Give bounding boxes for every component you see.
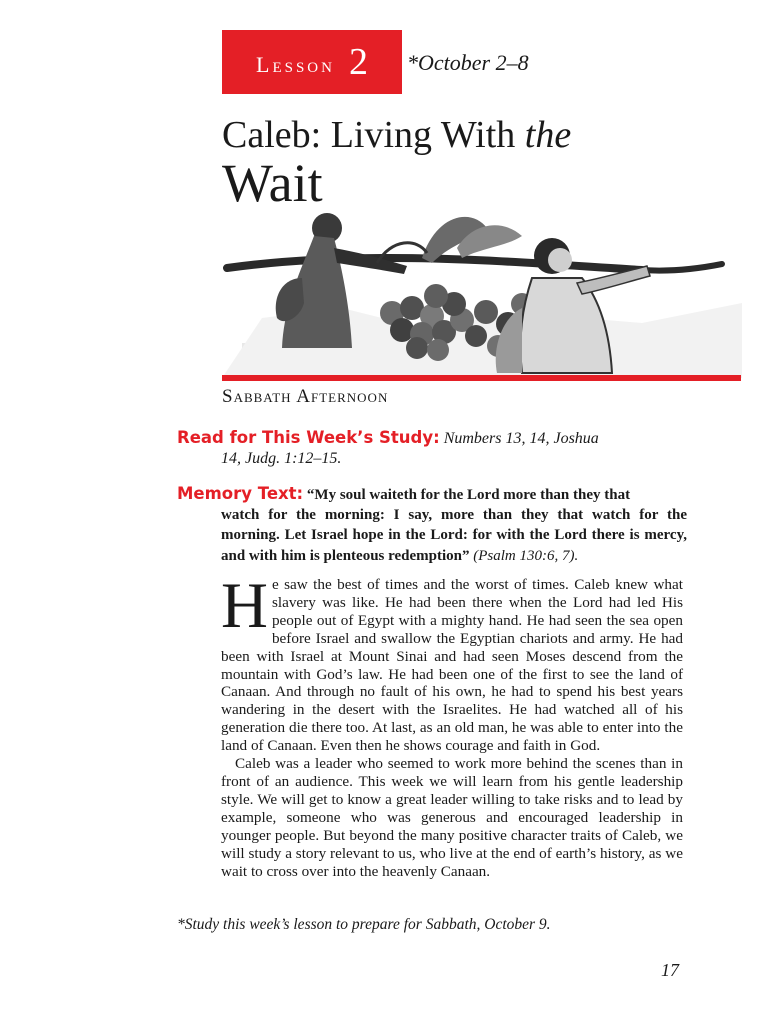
read-label: Read for This Week’s Study: <box>177 428 440 447</box>
spies-carrying-grapes-illustration <box>222 208 742 378</box>
section-heading: Sabbath Afternoon <box>222 386 389 407</box>
drop-cap: H <box>221 570 268 642</box>
memory-source: (Psalm 130:6, 7). <box>473 547 579 564</box>
lesson-badge <box>222 30 402 94</box>
memory-verse-cont: watch for the morning: I say, more than they that watch for the morning. Let Israel hope in the Lord: for with the Lord there is mercy, and with him is plenteous redemption” (Psalm 130:6, 7). <box>221 507 687 564</box>
title-italic-word: the <box>524 114 572 156</box>
footnote: *Study this week’s lesson to prepare for Sabbath, October 9. <box>177 916 551 933</box>
read-for-study <box>177 428 697 469</box>
body-text <box>221 570 683 880</box>
lesson-word: Lesson <box>256 52 335 77</box>
read-refs-cont: 14, Judg. 1:12–15. <box>221 450 342 467</box>
lesson-title-line1: Caleb: Living With the <box>222 114 572 156</box>
read-refs: Numbers 13, 14, Joshua <box>443 430 599 447</box>
page-number: 17 <box>661 960 679 980</box>
memory-label: Memory Text: <box>177 484 304 503</box>
memory-text <box>177 484 687 566</box>
lesson-number: 2 <box>348 41 368 83</box>
section-divider <box>222 375 741 381</box>
paragraph: He saw the best of times and the worst of times. Caleb knew what slavery was like. He had been there when the Lord had led His people out of Egypt with a mighty hand. He had seen the sea open before Israel and swallow the Egyptian chariots and army. He had been with Israel at Mount Sinai and had seen Moses descend from the mountain with God’s law. He had been one of the first to see the land of Canaan. And through no fault of his own, he had to spend his best years wandering in the desert with the Israelites. He had watched all of his generation die there too. At last, as an old man, he was able to enter into the land of Canaan. Even then he shows courage and faith in God. <box>221 570 683 755</box>
paragraph: Caleb was a leader who seemed to work more behind the scenes than in front of an audience. This week we will learn from his gentle leadership style. We will get to know a great leader willing to take risks and to lead by example, someone who was generous and encouraged leadership in younger people. But beyond the many positive character traits of Caleb, we will study a story relevant to us, who live at the end of earth’s history, as we wait to cross over into the heavenly Canaan. <box>221 755 683 880</box>
memory-verse-first: “My soul waiteth for the Lord more than they that <box>306 487 631 503</box>
lesson-title-line2: Wait <box>222 153 323 213</box>
lesson-date: *October 2–8 <box>407 50 529 75</box>
